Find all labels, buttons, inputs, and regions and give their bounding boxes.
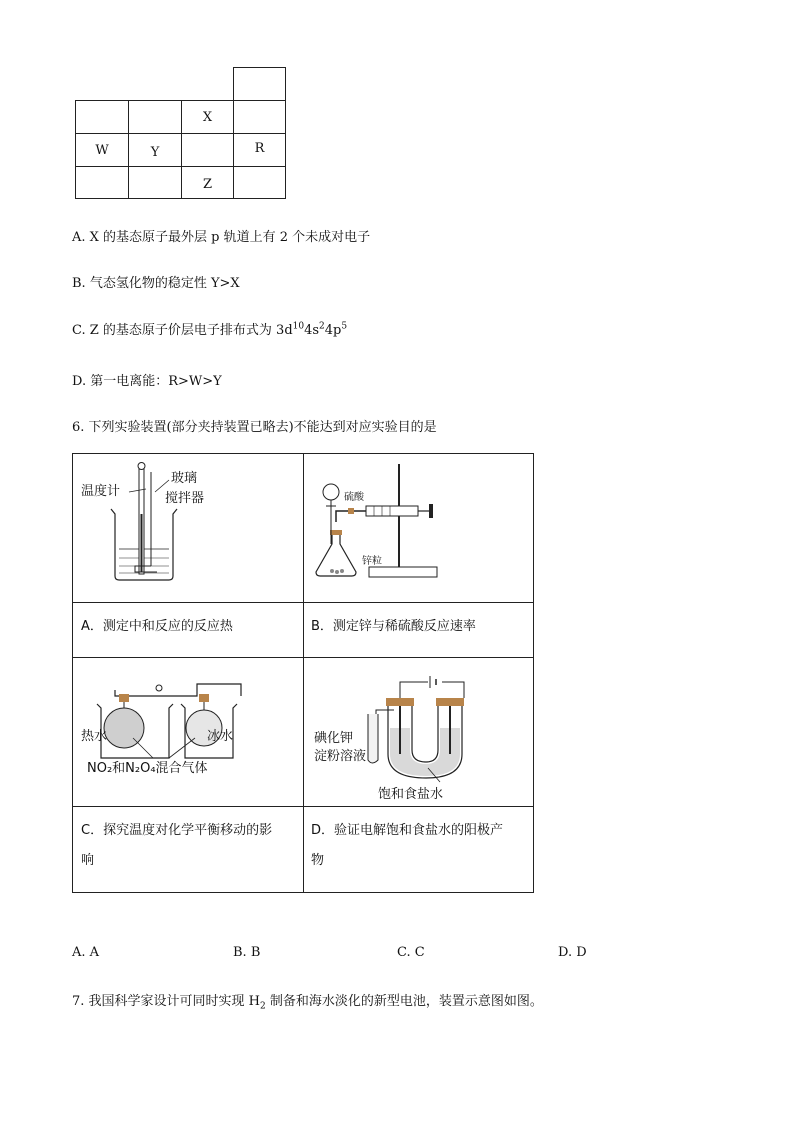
q5-option-a-text: A. X 的基态原子最外层 p 轨道上有 2 个未成对电子 (72, 230, 371, 245)
caption-c-2: 响 (81, 853, 95, 868)
label-zinc: 锌粒 (362, 556, 382, 567)
apparatus-a-calorimeter (73, 454, 303, 602)
grid-cell-top-extra (233, 67, 286, 101)
q5-option-c (72, 319, 347, 338)
grid-cell (128, 166, 182, 199)
grid-cell-w (75, 133, 129, 167)
caption-a: A．测定中和反应的反应热 (81, 619, 233, 634)
label-stirrer-2: 搅拌器 (165, 491, 205, 506)
q7-stem (72, 990, 543, 1012)
q5-option-d-text: D. 第一电离能：R>W>Y (72, 374, 222, 389)
caption-c-1: C．探究温度对化学平衡移动的影 (81, 823, 273, 838)
apparatus-d-electrolysis (304, 658, 534, 806)
label-brine: 饱和食盐水 (378, 787, 444, 802)
q7-stem-prefix: 7. 我国科学家设计可同时实现 H (72, 994, 261, 1009)
caption-d-1: D．验证电解饱和食盐水的阳极产 (311, 823, 504, 838)
element-z: Z (202, 177, 213, 192)
label-stirrer-1: 玻璃 (171, 471, 198, 486)
grid-cell (233, 166, 286, 199)
q7-stem-suffix: 制备和海水淡化的新型电池，装置示意图如图。 (265, 994, 543, 1009)
q5-option-c-mid1: 4s (304, 323, 320, 338)
caption-d-2: 物 (311, 853, 325, 868)
q5-option-d (72, 370, 222, 389)
q5-option-c-sup1: 10 (292, 321, 305, 332)
grid-cell (75, 166, 129, 199)
q6-choice-c: C. C (397, 945, 425, 960)
grid-cell-y (128, 133, 182, 167)
grid-cell (75, 100, 129, 134)
q5-option-c-mid2: 4p (324, 323, 342, 338)
q5-option-a (72, 226, 370, 245)
label-ice-water: 冰水 (207, 729, 234, 744)
element-y: Y (150, 144, 160, 160)
label-hot-water: 热水 (81, 729, 108, 744)
q7-stem-sub: 2 (260, 1001, 266, 1012)
grid-cell-z (181, 166, 234, 199)
q5-option-c-sup3: 5 (341, 321, 348, 332)
q6-choice-d: D. D (558, 945, 587, 960)
q6-choice-a: A. A (72, 945, 100, 960)
grid-cell (128, 100, 182, 134)
grid-cell (181, 133, 234, 167)
label-acid: 硫酸 (344, 492, 364, 503)
q5-option-b (72, 272, 240, 291)
label-ki-2: 淀粉溶液 (314, 749, 367, 764)
experiment-table (72, 453, 534, 893)
label-gas-mixture: NO₂和N₂O₄混合气体 (87, 761, 208, 776)
label-ki-1: 碘化钾 (314, 731, 354, 746)
q5-option-c-sup2: 2 (319, 321, 325, 332)
grid-cell (233, 100, 286, 134)
label-thermometer: 温度计 (81, 484, 121, 499)
element-x: X (202, 109, 213, 125)
q6-stem: 6. 下列实验装置(部分夹持装置已略去)不能达到对应实验目的是 (72, 420, 437, 435)
q5-option-b-text: B. 气态氢化物的稳定性 Y>X (72, 276, 240, 291)
q5-option-c-text: C. Z 的基态原子价层电子排布式为 3d (72, 323, 293, 338)
q6-choice-b: B. B (233, 945, 261, 960)
grid-cell-x (181, 100, 234, 134)
grid-cell-r (233, 133, 286, 167)
apparatus-b-reaction-rate (304, 454, 534, 602)
element-r: R (254, 140, 265, 156)
element-w: W (95, 142, 109, 158)
apparatus-c-equilibrium (73, 658, 303, 806)
caption-b: B．测定锌与稀硫酸反应速率 (311, 619, 476, 634)
